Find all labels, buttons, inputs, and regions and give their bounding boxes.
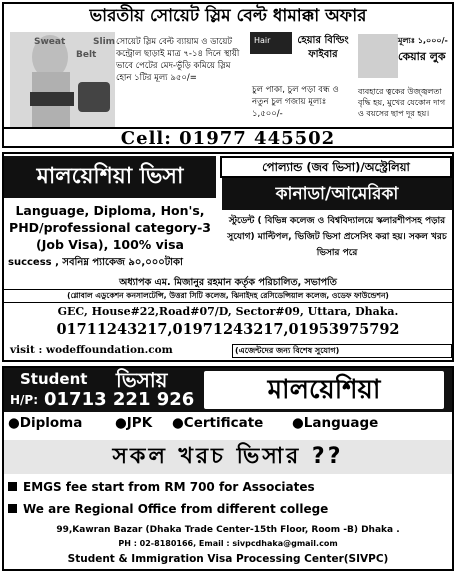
care-price: মূল্যঃ ১,০০০/- <box>398 36 448 45</box>
visa-line-1: Language, Diploma, Hon's, <box>15 203 205 218</box>
regional-bullet <box>8 500 454 518</box>
ad2-phones: 01711243217,01971243217,01953975792 <box>56 321 400 338</box>
tag-jpk-label: JPK <box>126 415 153 431</box>
ad1-cell: Cell: 01977 445502 <box>4 127 452 149</box>
hp-label: H/P: <box>10 393 39 407</box>
belt-label-slim: Slim <box>93 37 116 47</box>
student-label: Student <box>20 370 88 388</box>
belt-label-sweat: Sweat <box>34 37 66 47</box>
visa-word: ভিসায় <box>116 368 168 392</box>
visa-line-2: PHD/professional category-3 <box>9 220 211 235</box>
square-bullet-icon <box>8 504 17 513</box>
visa-line-3: (Job Visa), 100% visa <box>36 237 184 252</box>
ad2-address: GEC, House#22,Road#07/D, Sector#09, Uttara, Dhaka. <box>57 305 399 318</box>
tag-certificate: ●Certificate <box>172 415 264 431</box>
tag-certificate-label: Certificate <box>183 415 264 431</box>
ad3-phone[interactable]: 01713 221 926 <box>44 389 195 410</box>
tag-language: ●Language <box>292 415 379 431</box>
agent-note: (এজেন্টদের জন্য বিশেষ সুযোগ) <box>232 344 452 358</box>
ad3-org: Student & Immigration Visa Processing Center(SIVPC) <box>67 553 389 565</box>
student-scholarship-text: স্টুডেন্ট ( বিভিন্ন কলেজ ও বিশ্ববিদ্যালয়ে স্কলারশীপসহ পড়ার সুযোগ) মাল্টিপল, ভিজিট ভিসা প্রসেসিং করা হয়। সকল খরচ ভিসার পরে <box>227 216 447 258</box>
emgs-bullet <box>8 478 454 496</box>
tag-language-label: Language <box>303 415 379 431</box>
ad3-address: 99,Kawran Bazar (Dhaka Trade Center-15th Floor, Room -B) Dhaka . <box>56 525 400 535</box>
all-cost-banner: সকল খরচ ভিসার ?? <box>4 440 452 474</box>
regional-text: We are Regional Office from different college <box>23 502 329 516</box>
hair-brand: Hair <box>254 36 271 45</box>
belt-description: সোয়েট স্লিম বেল্ট ব্যায়াম ও ডায়েট কন্ট্রোল ছাড়াই মাত্র ৭-১৪ দিনে স্থায়ী ভাবে পেটের মেদ-ভুঁড়ি কমিয়ে স্লিম হোন ১টির মূল্য ৯৫০/= <box>116 37 240 83</box>
ad2-visit[interactable]: visit : wodeffoundation.com <box>10 344 173 356</box>
care-product-photo <box>358 34 398 78</box>
poland-title: পোল্যান্ড (জব ভিসা)/অস্ট্রেলিয়া <box>220 156 452 178</box>
emgs-text: EMGS fee start from RM 700 for Associates <box>23 480 315 494</box>
ad1-headline: ভারতীয় সোয়েট স্লিম বেল্ট ধামাক্কা অফার <box>89 6 367 26</box>
hair-title: হেয়ার বিল্ডিং ফাইবার <box>297 35 349 60</box>
hair-description: চুল পাকা, চুল পড়া বন্ধ ও নতুন চুল গজায় মূল্যঃ ১,৫০০/- <box>252 85 339 119</box>
malaysia-banner: মালয়েশিয়া <box>204 371 444 409</box>
ad3-contact: PH : 02-8180166, Email : sivpcdhaka@gmail.com <box>118 539 338 548</box>
tag-diploma-label: Diploma <box>19 415 83 431</box>
care-title: কেয়ার লুক <box>398 50 446 63</box>
affiliations: (গ্লোবাল এডুকেশন কনসালটেন্সি, উত্তরা সিটি কলেজ, ঝিনাইদহ রেসিডেন্সিয়াল কলেজ, ওডেফ ফাউন্ডেশন) <box>4 289 452 303</box>
malaysia-visa-title: মালয়েশিয়া ভিসা <box>4 156 216 198</box>
director-line: অধ্যাপক এম. মিজানুর রহমান কর্তৃক পরিচালিত, সভাপতি <box>119 277 337 288</box>
belt-label-belt: Belt <box>76 50 97 60</box>
square-bullet-icon <box>8 482 17 491</box>
visa-success: success , সবনিম্ন প্যাকেজ ৯০,০০০টাকা <box>8 257 183 268</box>
canada-title: কানাডা/আমেরিকা <box>222 178 452 210</box>
tag-jpk: ●JPK <box>115 415 153 431</box>
tag-diploma: ●Diploma <box>8 415 83 431</box>
care-description: ব্যবহারে ত্বকের উজ্জ্বলতা বৃদ্ধি হয়, মুখের যেকোন দাগ ও বয়সের ছাপ দূর হয়। <box>358 87 446 118</box>
